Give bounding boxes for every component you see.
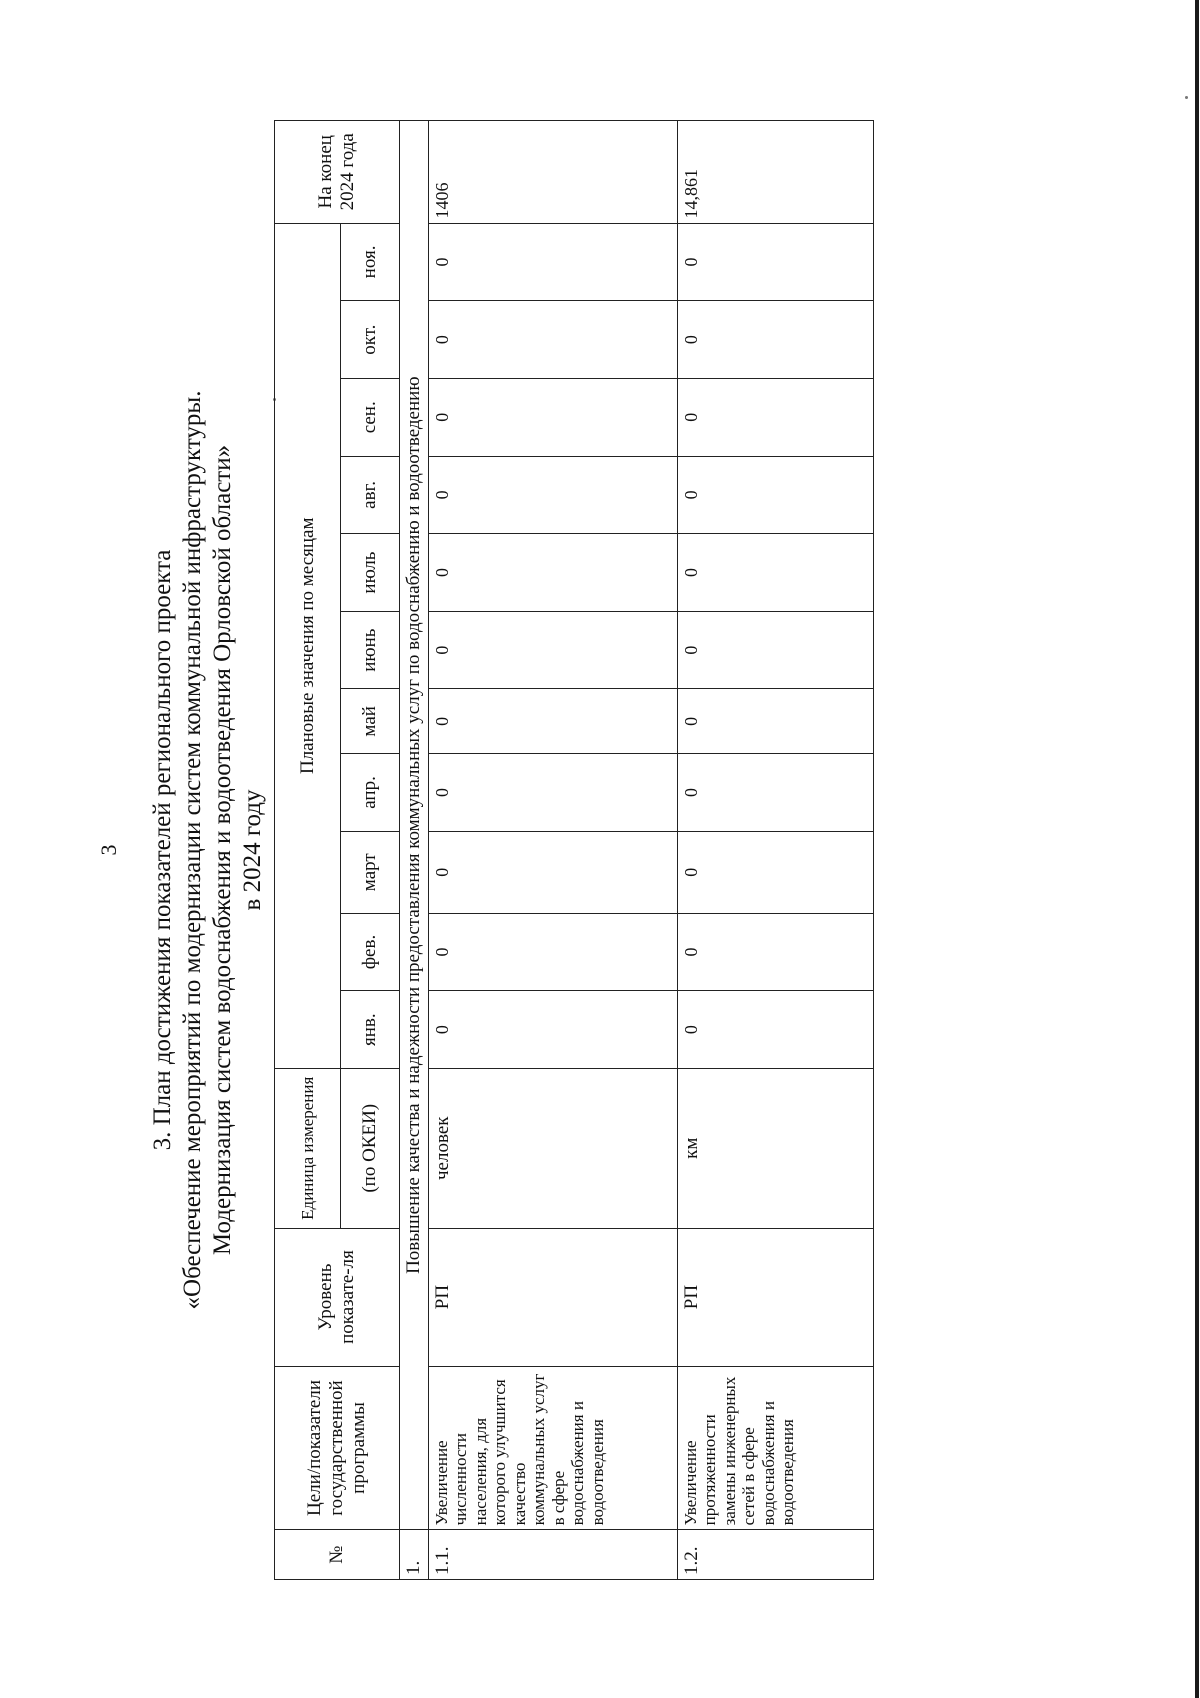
header-plan-by-month: Плановые значения по месяцам — [275, 223, 341, 1068]
row-month-value: 0 — [677, 301, 873, 379]
row-unit: км — [677, 1068, 873, 1228]
row-year-end-value: 14,861 — [677, 121, 873, 224]
table-row — [677, 121, 873, 1580]
header-number: № — [275, 1530, 400, 1580]
document-heading — [148, 120, 268, 1580]
row-level: РП — [677, 1228, 873, 1366]
row-goal: Увеличение протяженности замены инженерных сетей в сфере водоснабжения и водоотведения — [677, 1366, 873, 1530]
header-month: сен. — [341, 378, 399, 456]
header-month: янв. — [341, 991, 399, 1069]
row-month-value: 0 — [677, 456, 873, 534]
scan-speck — [1185, 96, 1188, 99]
heading-line-2: «Обеспечение мероприятий по модернизации систем коммунальной инфраструктуры. — [179, 390, 206, 1310]
header-month: фев. — [341, 913, 399, 991]
header-month: июнь — [341, 611, 399, 689]
row-year-end-value: 1406 — [428, 121, 677, 224]
section-number: 1. — [399, 1530, 428, 1580]
row-month-value: 0 — [428, 991, 677, 1069]
header-goal: Цели/показатели государственной программы — [275, 1366, 400, 1530]
row-month-value: 0 — [428, 754, 677, 832]
header-unit-okei: (по ОКЕИ) — [341, 1068, 399, 1228]
header-month: июль — [341, 534, 399, 612]
row-goal: Увеличение численности населения, для которого улучшится качество коммунальных услуг в сфере водоснабжения и водоотведения — [428, 1366, 677, 1530]
row-number: 1.2. — [677, 1530, 873, 1580]
row-month-value: 0 — [428, 301, 677, 379]
row-level: РП — [428, 1228, 677, 1366]
header-month: апр. — [341, 754, 399, 832]
row-month-value: 0 — [428, 689, 677, 754]
heading-line-3: Модернизация систем водоснабжения и водоотведения Орловской области» — [209, 444, 236, 1256]
row-month-value: 0 — [677, 534, 873, 612]
row-month-value: 0 — [677, 223, 873, 301]
row-month-value: 0 — [428, 611, 677, 689]
row-number: 1.1. — [428, 1530, 677, 1580]
row-month-value: 0 — [428, 456, 677, 534]
header-level: Уровень показате-ля — [275, 1228, 400, 1366]
row-month-value: 0 — [428, 223, 677, 301]
header-month: май — [341, 689, 399, 754]
header-month: авг. — [341, 456, 399, 534]
header-unit: Единица измерения — [275, 1068, 341, 1228]
row-month-value: 0 — [677, 991, 873, 1069]
row-month-value: 0 — [428, 913, 677, 991]
row-unit: человек — [428, 1068, 677, 1228]
rotated-content — [96, 120, 916, 1580]
indicators-plan-table — [274, 120, 874, 1580]
row-month-value: 0 — [677, 378, 873, 456]
table-row — [428, 121, 677, 1580]
header-month: окт. — [341, 301, 399, 379]
heading-line-1: 3. План достижения показателей регионального проекта — [149, 549, 176, 1151]
row-month-value: 0 — [677, 754, 873, 832]
page-number: 3 — [96, 844, 121, 856]
heading-line-4: в 2024 году — [239, 789, 266, 911]
row-month-value: 0 — [677, 611, 873, 689]
row-month-value: 0 — [677, 913, 873, 991]
row-month-value: 0 — [677, 689, 873, 754]
section-title: Повышение качества и надежности предоставления коммунальных услуг по водоснабжению и водоотведению — [399, 121, 428, 1530]
row-month-value: 0 — [428, 378, 677, 456]
scan-edge-line — [1195, 0, 1199, 1698]
row-month-value: 0 — [677, 831, 873, 913]
header-month: март — [341, 831, 399, 913]
header-month: ноя. — [341, 223, 399, 301]
row-month-value: 0 — [428, 831, 677, 913]
header-year-end: На конец 2024 года — [275, 121, 400, 224]
row-month-value: 0 — [428, 534, 677, 612]
